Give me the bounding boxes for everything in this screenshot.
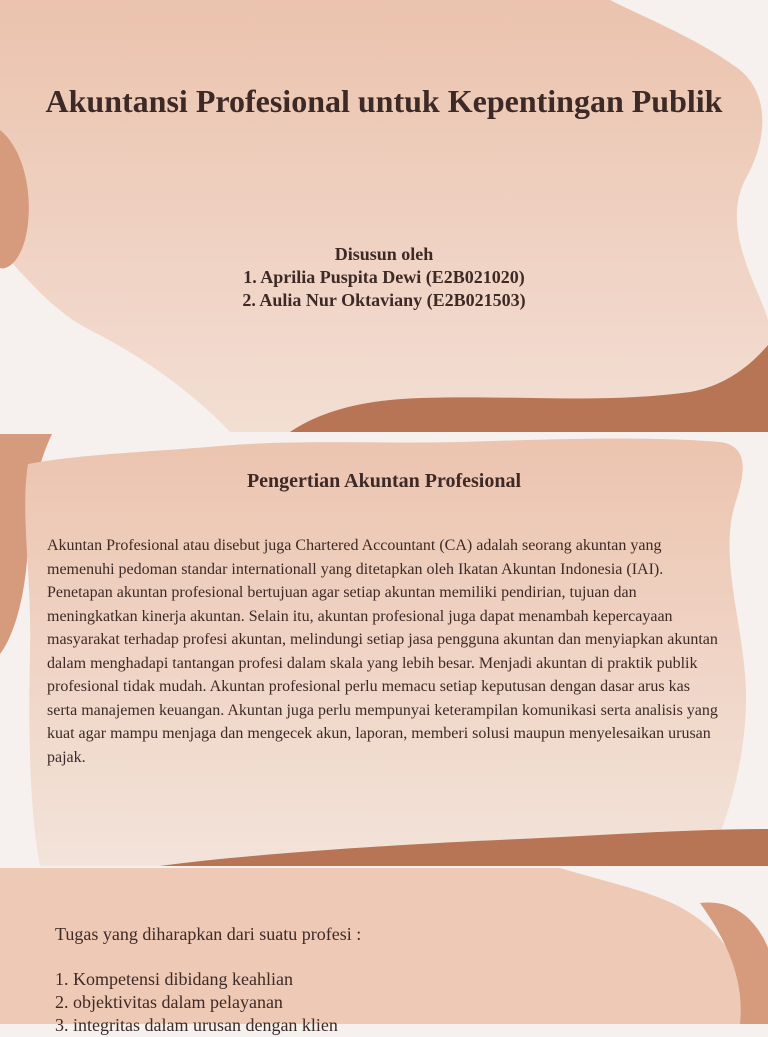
duties-intro: Tugas yang diharapkan dari suatu profesi : xyxy=(55,924,362,944)
prepared-by-label: Disusun oleh xyxy=(334,244,434,264)
list-item: 1. Kompetensi dibidang keahlian xyxy=(55,969,293,989)
slide-background-shapes xyxy=(0,0,768,432)
duties-list xyxy=(55,968,338,1037)
author-item: 1. Aprilia Puspita Dewi (E2B021020) xyxy=(243,267,525,287)
slide-title xyxy=(0,0,768,432)
slide-duties xyxy=(0,868,768,1035)
slide-definition xyxy=(0,434,768,866)
list-item: 2. objektivitas dalam pelayanan xyxy=(55,992,283,1012)
author-item: 2. Aulia Nur Oktaviany (E2B021503) xyxy=(242,290,526,310)
section-body: Akuntan Profesional atau disebut juga Chartered Accountant (CA) adalah seorang akuntan yang memenuhi pedoman standar internationall yang ditetapkan oleh Ikatan Akuntan Indonesia (IAI). Penetapan akuntan profesional bertujuan agar setiap akuntan memiliki pendirian, tujuan dan meningkatkan kinerja akuntan. Selain itu, akuntan profesional juga dapat menambah kepercayaan masyarakat terhadap profesi akuntan, melindungi setiap jasa pengguna akuntan dan menyiapkan akuntan dalam menghadapi tantangan profesi dalam skala yang lebih besar. Menjadi akuntan di praktik publik profesional tidak mudah. Akuntan profesional perlu memacu setiap keputusan dengan dasar arus kas serta manajemen keuangan. Akuntan juga perlu mempunyai keterampilan komunikasi serta analisis yang kuat agar mampu menjaga dan mengecek akun, laporan, memberi solusi maupun menyelesaikan urusan pajak. xyxy=(47,537,718,766)
list-item: 3. integritas dalam urusan dengan klien xyxy=(55,1015,338,1035)
authors-block xyxy=(40,243,728,312)
section-heading: Pengertian Akuntan Profesional xyxy=(246,470,522,492)
page-title: Akuntansi Profesional untuk Kepentingan Publik xyxy=(45,83,723,119)
